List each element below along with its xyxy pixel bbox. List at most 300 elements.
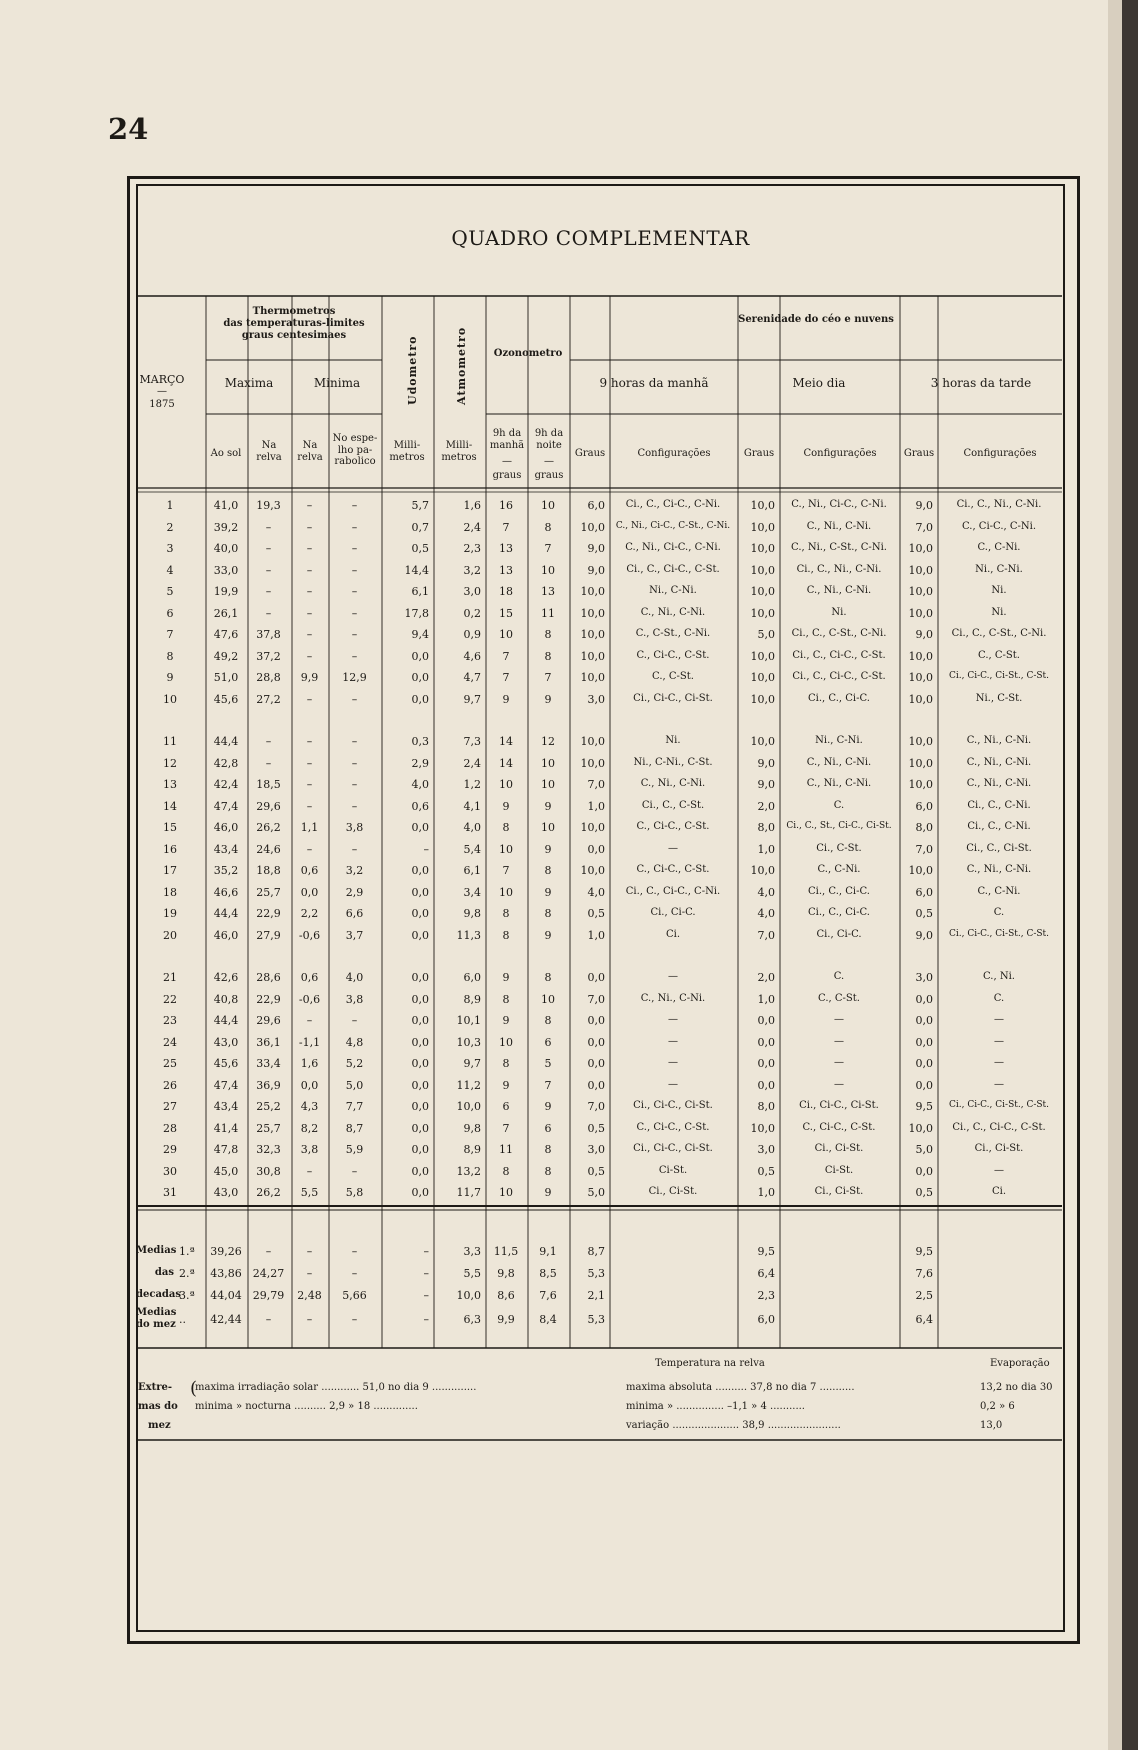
table-cell: C., C-St., C-Ni. [635, 628, 711, 639]
table-cell: 10,0 [456, 1289, 481, 1302]
table-cell: 9,5 [915, 1100, 933, 1113]
table-cell: 9 [544, 1100, 552, 1113]
table-cell: Ci., C., St., Ci-C., Ci-St. [786, 821, 892, 831]
table-cell: 1,0 [757, 842, 775, 856]
table-cell: 0,5 [587, 1121, 605, 1135]
table-cell: C., C-Ni. [977, 885, 1021, 897]
table-cell: 10,0 [908, 778, 933, 791]
table-cell: 0,6 [300, 971, 319, 984]
table-cell: 1,0 [587, 799, 605, 813]
table-cell: Ci., Ci-C., Ci-St. [633, 692, 713, 704]
table-cell: 4,0 [411, 778, 429, 791]
table-cell: 43,0 [213, 1035, 239, 1049]
table-cell: C., Ni., C-Ni. [806, 756, 872, 768]
table-cell: 8 [544, 1164, 552, 1178]
oz-noite-header: 9h da noite [534, 428, 564, 451]
day-number: 9 [166, 671, 174, 684]
table-cell: C., Ni., Ci-C., C-St., C-Ni. [615, 520, 731, 531]
day-number: 12 [163, 756, 177, 770]
table-cell: 10,0 [908, 606, 933, 620]
table-cell: 29,79 [252, 1289, 285, 1302]
day-number: 8 [166, 649, 174, 663]
table-cell: 10,0 [580, 756, 605, 770]
table-cell: 0,0 [411, 671, 429, 684]
table-cell: 11 [499, 1143, 513, 1156]
table-cell: – [351, 1164, 358, 1178]
table-cell: – [265, 542, 272, 555]
table-cell: 7 [502, 520, 510, 534]
table-cell: — [668, 1078, 678, 1090]
table-cell: Ci., C., Ci-C., C-St. [792, 671, 886, 682]
table-cell: 0,0 [411, 907, 429, 920]
table-cell: 9,7 [463, 1057, 481, 1070]
table-cell: 1,0 [757, 1186, 775, 1199]
table-cell: 0,5 [915, 907, 933, 920]
table-cell: 14 [499, 735, 513, 748]
table-cell: 10,0 [580, 735, 605, 748]
table-cell: 8,4 [539, 1313, 557, 1326]
table-cell: – [306, 735, 313, 748]
extremas-brace: ( [190, 1378, 198, 1399]
table-cell: 0,5 [757, 1164, 775, 1178]
table-cell: 37,2 [256, 649, 281, 663]
extremas-label-3: mez [148, 1420, 171, 1431]
table-cell: – [351, 692, 358, 706]
table-cell: 10,0 [750, 1121, 775, 1135]
table-cell: Ni. [991, 585, 1007, 596]
table-cell: 0,0 [411, 1100, 429, 1113]
table-cell: 5,4 [463, 842, 481, 856]
table-cell: 10,0 [750, 585, 775, 598]
table-cell: – [265, 520, 272, 534]
table-cell: 0,0 [915, 1014, 933, 1027]
table-cell: 0,0 [915, 1078, 933, 1092]
table-cell: 36,9 [256, 1078, 281, 1092]
table-cell: 45,6 [213, 1057, 239, 1070]
table-cell: 22,9 [256, 992, 281, 1006]
table-cell: – [423, 1313, 429, 1326]
day-number: 2 [166, 520, 174, 534]
thermo-header-1: Thermometros [252, 306, 336, 317]
temp-relva-header: Temperatura na relva [655, 1358, 765, 1369]
table-cell: 0,0 [757, 1057, 775, 1070]
table-cell: 8 [544, 907, 552, 920]
table-cell: 47,6 [213, 628, 239, 641]
table-cell: 5,9 [345, 1143, 364, 1156]
table-cell: 18,8 [256, 864, 281, 877]
table-cell: – [306, 542, 313, 555]
table-cell: 10 [541, 992, 555, 1006]
day-number: 23 [163, 1014, 177, 1027]
table-cell: Ni. [991, 606, 1007, 618]
table-cell: 45,0 [213, 1164, 239, 1178]
table-cell: 9,9 [497, 1313, 515, 1326]
table-cell: – [351, 842, 358, 856]
table-cell: 2,48 [297, 1289, 322, 1302]
table-cell: C., Ni., C-Ni. [966, 756, 1032, 768]
table-cell: 8,6 [497, 1289, 515, 1302]
table-cell: — [834, 1014, 844, 1025]
table-cell: 7,6 [539, 1289, 557, 1302]
extremas-right-1: 13,2 no dia 30 [980, 1382, 1053, 1393]
table-cell: Ni., C-Ni. [975, 563, 1023, 575]
table-cell: 8,0 [757, 821, 775, 834]
table-cell: 16 [499, 499, 513, 512]
table-cell: 26,2 [256, 1186, 281, 1199]
extremas-mid-3: variação ..................... 38,9 ....................... [626, 1420, 841, 1431]
table-cell: Ci., Ci-C., Ci-St., C-St. [948, 1100, 1050, 1110]
table-cell: Ci., C., C-St., C-Ni. [951, 628, 1047, 639]
table-cell: — [668, 1014, 678, 1025]
table-cell: – [423, 1289, 429, 1302]
table-cell: – [351, 1014, 358, 1027]
table-cell: 7 [502, 1121, 510, 1135]
table-cell: 29,6 [256, 799, 281, 813]
table-cell: 8,7 [587, 1245, 605, 1258]
table-cell: 5,5 [300, 1186, 319, 1199]
table-cell: 8 [544, 520, 552, 534]
table-cell: 10 [541, 563, 555, 577]
table-cell: 0,0 [411, 1186, 429, 1199]
table-cell: 0,2 [463, 606, 481, 620]
extremas-mid-2: minima » ............... –1,1 » 4 ........... [626, 1401, 805, 1412]
table-cell: C., Ci-C., C-Ni. [961, 520, 1037, 532]
table-cell: 17,8 [404, 606, 429, 620]
table-cell: 1,0 [757, 992, 775, 1006]
table-cell: 49,2 [213, 649, 239, 663]
table-cell: – [351, 649, 358, 663]
oz-graus-1: graus [492, 470, 522, 481]
table-cell: 0,0 [300, 1078, 319, 1092]
table-cell: -0,6 [298, 928, 321, 942]
year-label: 1875 [149, 399, 175, 410]
table-cell: 6,4 [757, 1267, 775, 1280]
table-cell: Ci., C., C-Ni. [967, 821, 1031, 832]
table-cell: 0,0 [411, 992, 429, 1006]
table-cell: 8 [544, 628, 552, 641]
table-cell: 2,3 [463, 542, 481, 555]
day-number: 14 [163, 799, 177, 813]
table-cell: 0,0 [300, 885, 319, 899]
table-cell: Ni., C-Ni., C-St. [633, 756, 713, 768]
table-cell: 9,0 [757, 778, 775, 791]
graus-header-2: Graus [743, 448, 775, 459]
table-cell: 19,3 [256, 499, 281, 512]
extremas-line-1: maxima irradiação solar ............ 51,0 no dia 9 .............. [195, 1382, 477, 1393]
maxima-header: Maxima [224, 376, 274, 390]
medias-label: das [154, 1267, 174, 1278]
table-cell: Ni., C-Ni. [815, 735, 863, 746]
table-cell: 10,0 [750, 864, 775, 877]
table-cell: 24,27 [252, 1267, 285, 1280]
table-cell: – [423, 1267, 429, 1280]
table-cell: 9 [544, 842, 552, 856]
table-cell: 5,2 [345, 1057, 364, 1070]
table-cell: 7,6 [915, 1267, 933, 1280]
table-cell: 7,0 [587, 992, 605, 1006]
table-cell: C., Ni., C-Ni. [640, 778, 706, 789]
table-cell: 0,0 [411, 1078, 429, 1092]
graus-header-3: Graus [903, 448, 935, 459]
table-cell: – [351, 520, 358, 534]
table-cell: 4,8 [345, 1035, 364, 1049]
table-cell: 10,0 [580, 649, 605, 663]
table-cell: 18,5 [256, 778, 281, 791]
day-number: 29 [163, 1143, 177, 1156]
table-cell: 2,9 [411, 756, 429, 770]
table-cell: 9 [544, 1186, 552, 1199]
table-cell: 6,0 [463, 971, 481, 984]
table-cell: 0,6 [411, 799, 429, 813]
table-cell: 6,1 [463, 864, 481, 877]
table-cell: – [351, 628, 358, 641]
table-cell: 0,0 [411, 864, 429, 877]
table-cell: 9 [544, 885, 552, 899]
table-cell: C., Ni., Ci-C., C-Ni. [791, 499, 887, 510]
table-cell: 8,7 [345, 1121, 364, 1135]
table-cell: Ci., C., Ci-C. [808, 885, 870, 897]
table-cell: 10,0 [580, 821, 605, 834]
table-cell: 30,8 [256, 1164, 281, 1178]
table-cell: – [265, 756, 272, 770]
atmometro-units: Milli-metros [441, 440, 477, 463]
table-cell: 10 [541, 756, 555, 770]
table-cell: 0,0 [915, 1035, 933, 1049]
table-cell: 9 [502, 971, 510, 984]
table-cell: 10,3 [456, 1035, 481, 1049]
day-number: 17 [163, 864, 177, 877]
table-cell: 8,9 [463, 992, 481, 1006]
table-cell: C. [993, 907, 1005, 918]
table-cell: 9,7 [463, 692, 481, 706]
table-cell: 10,0 [908, 756, 933, 770]
table-cell: 8 [502, 1164, 510, 1178]
table-cell: 13 [499, 563, 513, 577]
table-cell: 46,0 [213, 928, 239, 942]
table-cell: – [351, 499, 358, 512]
table-cell: C., Ni., C-Ni. [966, 864, 1032, 875]
table-cell: 43,86 [210, 1267, 242, 1280]
table-cell: 39,26 [210, 1245, 242, 1258]
table-cell: 0,3 [411, 735, 429, 748]
table-cell: – [351, 542, 358, 555]
table-cell: 10,0 [750, 735, 775, 748]
table-cell: 10,0 [908, 692, 933, 706]
table-cell: 7 [502, 671, 510, 684]
table-cell: 7 [502, 649, 510, 663]
table-cell: 11,7 [456, 1186, 481, 1199]
table-cell: — [994, 1014, 1004, 1025]
table-cell: 22,9 [256, 907, 281, 920]
table-cell: 9,0 [915, 928, 933, 942]
table-cell: 44,04 [210, 1289, 242, 1302]
table-cell: 10 [499, 778, 513, 791]
tres-horas-header: 3 horas da tarde [930, 376, 1032, 390]
table-cell: 47,4 [213, 1078, 239, 1092]
day-number: 27 [163, 1100, 177, 1113]
table-cell: 0,0 [915, 1164, 933, 1178]
table-cell: 3,2 [463, 563, 481, 577]
table-cell: – [306, 563, 313, 577]
day-number: 24 [163, 1035, 177, 1049]
table-cell: — [834, 1057, 844, 1068]
table-cell: 5,0 [587, 1186, 605, 1199]
table-cell: 41,4 [213, 1121, 239, 1135]
serenidade-header: Serenidade do céo e nuvens [738, 314, 894, 325]
table-cell: 39,2 [213, 520, 239, 534]
table-cell: C., Ni., C-St., C-Ni. [791, 542, 887, 553]
table-cell: – [351, 606, 358, 620]
table-cell: 10,0 [750, 692, 775, 706]
table-cell: 6,6 [345, 907, 364, 920]
table-cell: 9,1 [539, 1245, 557, 1258]
table-cell: 40,8 [213, 992, 239, 1006]
table-cell: 3,7 [345, 928, 364, 942]
table-cell: Ci., C., C-St., C-Ni. [791, 628, 887, 639]
table-cell: 8 [544, 864, 552, 877]
table-cell: 10,0 [908, 649, 933, 663]
table-cell: 13,2 [456, 1164, 481, 1178]
thermo-header-3: graus centesimaes [241, 330, 347, 341]
table-cell: 10,0 [908, 671, 933, 684]
config-header-3: Configurações [963, 448, 1037, 459]
table-cell: 27,2 [256, 692, 281, 706]
table-cell: 0,0 [587, 1078, 605, 1092]
table-cell: 28,8 [256, 671, 281, 684]
table-cell: – [265, 606, 272, 620]
table-cell: 0,0 [411, 692, 429, 706]
table-cell: 9,8 [497, 1267, 515, 1280]
table-cell: 4,0 [345, 971, 364, 984]
table-cell: 0,5 [587, 907, 605, 920]
table-cell: C. [833, 799, 845, 811]
table-cell: 2,2 [300, 907, 319, 920]
table-cell: 2,4 [463, 756, 481, 770]
table-cell: Ni., C-Ni. [649, 585, 697, 596]
table-cell: – [351, 735, 358, 748]
udometro-header: Udometro [406, 335, 419, 405]
table-cell: 10,0 [750, 520, 775, 534]
table-cell: Ci., C-St. [816, 842, 862, 854]
table-cell: 4,0 [587, 885, 605, 899]
table-cell: – [306, 799, 313, 813]
table-cell: 9 [544, 928, 552, 942]
table-cell: 1,0 [587, 928, 605, 942]
table-cell: 40,0 [213, 542, 239, 555]
table-cell: 0,0 [411, 1121, 429, 1135]
table-cell: 47,8 [213, 1143, 239, 1156]
table-cell: 8,5 [539, 1267, 557, 1280]
table-cell: Ci., C., Ci-C., C-Ni. [625, 499, 721, 510]
table-cell: 14,4 [404, 563, 429, 577]
table-cell: C., Ni., C-Ni. [640, 992, 706, 1004]
table-cell: 0,0 [411, 928, 429, 942]
table-cell: 10 [499, 1186, 513, 1199]
table-cell: 0,5 [411, 542, 429, 555]
table-cell: 7,0 [587, 1100, 605, 1113]
table-cell: – [306, 499, 313, 512]
table-cell: 43,4 [213, 1100, 239, 1113]
table-cell: 2,4 [463, 520, 481, 534]
table-cell: 8 [502, 928, 510, 942]
extremas-label-1: Extre- [138, 1382, 172, 1393]
table-cell: 10,0 [908, 864, 933, 877]
table-cell: 0,0 [587, 842, 605, 856]
table-cell: 7,0 [587, 778, 605, 791]
table-cell: 10 [499, 628, 513, 641]
table-cell: 0,0 [411, 1057, 429, 1070]
table-cell: 0,0 [757, 1014, 775, 1027]
table-cell: C., Ci-C., C-St. [802, 1121, 876, 1133]
table-cell: 0,0 [411, 649, 429, 663]
day-number: 15 [163, 821, 177, 834]
table-cell: 9 [544, 692, 552, 706]
table-cell: 9 [502, 1014, 510, 1027]
table-cell: Ci., Ci-St. [814, 1186, 864, 1197]
table-cell: 15 [499, 606, 513, 620]
table-cell: – [351, 756, 358, 770]
table-cell: Ci-St. [658, 1164, 688, 1176]
table-cell: – [351, 799, 358, 813]
extremas-right-3: 13,0 [980, 1420, 1003, 1431]
table-cell: – [306, 585, 313, 598]
table-cell: Ni., C-St. [975, 692, 1023, 704]
table-cell: 8,2 [300, 1121, 319, 1135]
table-cell: 25,7 [256, 1121, 281, 1135]
table-cell: 33,4 [256, 1057, 281, 1070]
day-number: 25 [163, 1057, 177, 1070]
table-cell: 2,5 [915, 1289, 933, 1302]
table-cell: 0,0 [757, 1078, 775, 1092]
table-cell: 8 [502, 992, 510, 1006]
table-cell: 10,1 [456, 1014, 481, 1027]
table-cell: 7,0 [915, 842, 933, 856]
table-cell: 10,0 [750, 671, 775, 684]
table-cell: C. [993, 992, 1005, 1004]
day-number: 30 [163, 1164, 177, 1178]
table-cell: 7 [502, 864, 510, 877]
table-cell: 9,8 [463, 1121, 481, 1135]
table-cell: 0,0 [587, 971, 605, 984]
oz-dash-1: — [502, 456, 512, 467]
table-cell: 12,9 [342, 671, 367, 684]
table-cell: 8 [544, 649, 552, 663]
config-header-1: Configurações [637, 448, 711, 459]
table-cell: 0,0 [411, 1164, 429, 1178]
table-cell: 7,7 [345, 1100, 364, 1113]
table-cell: 10 [541, 778, 555, 791]
table-cell: C., Ci-C., C-St. [636, 1121, 710, 1133]
na-relva-header: Na relva [256, 440, 282, 463]
table-cell: C., C-St. [978, 649, 1020, 661]
table-cell: Ci., Ci-C., Ci-St., C-St. [948, 671, 1050, 681]
table-cell: 43,4 [213, 842, 239, 856]
table-cell: 7,3 [463, 735, 481, 748]
table-cell: C. [833, 971, 845, 982]
table-cell: – [306, 692, 313, 706]
table-cell: 10 [499, 1035, 513, 1049]
na-relva-min-header: Na relva [297, 440, 323, 463]
day-number: 6 [166, 606, 174, 620]
table-cell: C., C-St. [818, 992, 860, 1004]
table-cell: C., Ni., C-Ni. [806, 585, 872, 596]
table-cell: 7 [544, 542, 552, 555]
table-cell: Ci., C., Ci-C., C-St. [792, 649, 886, 661]
table-cell: Ci., C., C-St. [641, 799, 705, 811]
table-cell: 0,0 [411, 1035, 429, 1049]
espelho-header: No espe-lho pa-rabolico [332, 433, 378, 467]
table-cell: 0,0 [915, 1057, 933, 1070]
